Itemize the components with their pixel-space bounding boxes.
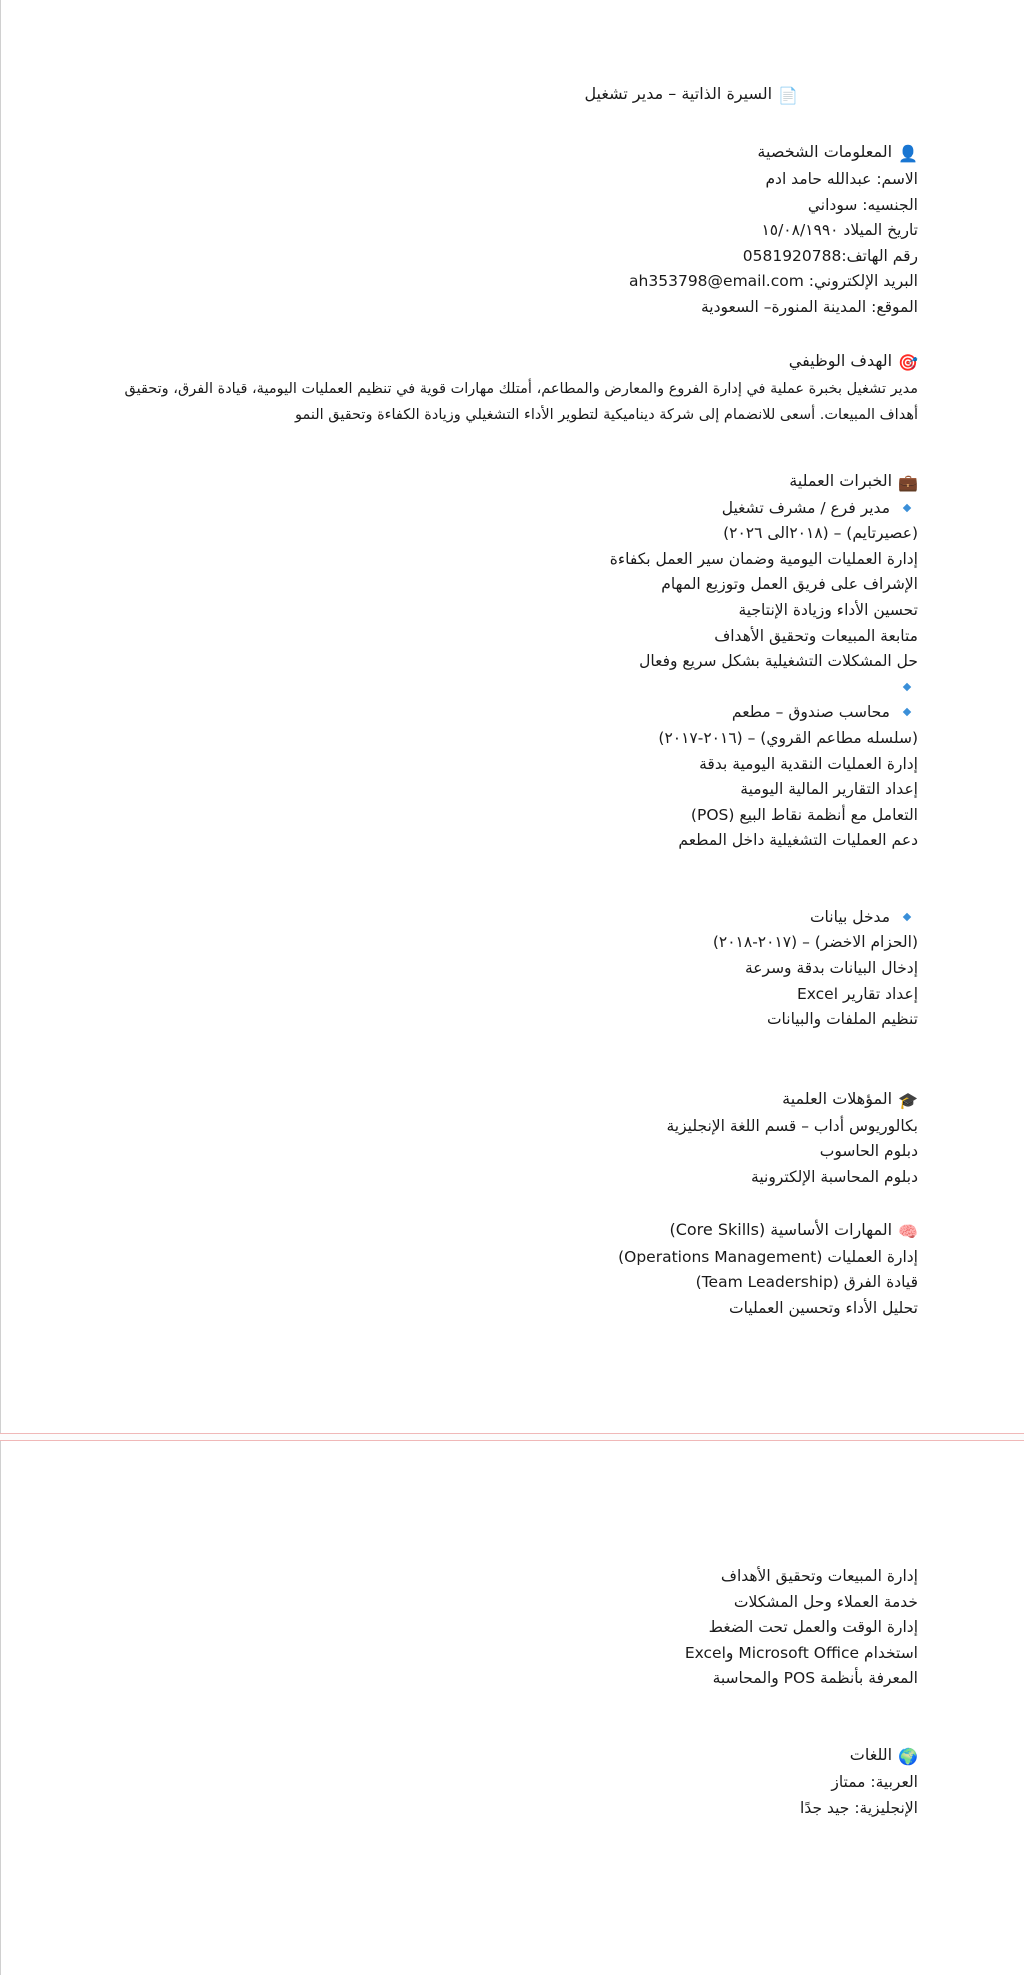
page-break xyxy=(0,1433,1024,1441)
objective-section xyxy=(118,348,918,428)
globe-icon: 🌍 xyxy=(898,1746,918,1766)
education-item: دبلوم الحاسوب xyxy=(819,1142,918,1161)
languages-section xyxy=(118,1742,918,1821)
experience-section xyxy=(118,468,918,1033)
job-duty: متابعة المبيعات وتحقيق الأهداف xyxy=(714,626,918,645)
skill-item: قيادة الفرق (Team Leadership) xyxy=(695,1273,918,1292)
language-item: الإنجليزية: جيد جدًا xyxy=(800,1798,918,1817)
page-border xyxy=(0,0,1,1975)
section-heading-education: 🎓المؤهلات العلمية xyxy=(118,1086,918,1114)
blue-diamond-icon xyxy=(903,708,911,716)
section-heading-objective: 🎯الهدف الوظيفي xyxy=(118,348,918,376)
brain-icon: 🧠 xyxy=(898,1221,918,1241)
resume-content-continued xyxy=(118,1564,918,1821)
education-section xyxy=(118,1086,918,1191)
target-icon: 🎯 xyxy=(898,352,918,372)
job-duty: الإشراف على فريق العمل وتوزيع المهام xyxy=(661,575,918,594)
education-item: بكالوريوس أداب – قسم اللغة الإنجليزية xyxy=(666,1116,918,1135)
blue-diamond-icon xyxy=(903,913,911,921)
skills-section-continued xyxy=(118,1564,918,1692)
name-line: الاسم: عبدالله حامد ادم xyxy=(765,170,918,188)
job-entry xyxy=(118,905,918,1033)
skill-item: إدارة المبيعات وتحقيق الأهداف xyxy=(720,1567,918,1585)
job-duty: دعم العمليات التشغيلية داخل المطعم xyxy=(678,831,918,850)
job-duty: التعامل مع أنظمة نقاط البيع (POS) xyxy=(690,805,918,824)
location-line: الموقع: المدينة المنورة– السعودية xyxy=(701,297,918,316)
job-entry xyxy=(118,700,918,854)
job-company: (عصيرتايم) – (٢٠١٨الى ٢٠٢٦) xyxy=(723,524,918,543)
birth-line: تاريخ الميلاد ١٥/٠٨/١٩٩٠ xyxy=(761,221,918,240)
document-title: 📄السيرة الذاتية – مدير تشغيل xyxy=(118,81,918,109)
job-duty: إعداد التقارير المالية اليومية xyxy=(740,780,918,799)
language-item: العربية: ممتاز xyxy=(831,1772,918,1791)
section-heading-personal: 👤المعلومات الشخصية xyxy=(118,139,918,167)
skill-item: استخدام Microsoft Office وExcel xyxy=(684,1643,918,1662)
job-company: (سلسله مطاعم القروي) – (٢٠١٦-٢٠١٧) xyxy=(658,728,918,747)
briefcase-icon: 💼 xyxy=(898,472,918,492)
job-duty: تحسين الأداء وزيادة الإنتاجية xyxy=(738,600,918,619)
job-duty: حل المشكلات التشغيلية بشكل سريع وفعال xyxy=(639,652,918,671)
section-heading-skills: 🧠المهارات الأساسية (Core Skills) xyxy=(118,1217,918,1245)
person-icon: 👤 xyxy=(898,144,918,163)
skills-section xyxy=(118,1217,918,1322)
job-duty: إدارة العمليات النقدية اليومية بدقة xyxy=(699,754,918,773)
nationality-line: الجنسيه: سوداني xyxy=(807,195,918,214)
job-duty: إدارة العمليات اليومية وضمان سير العمل بكفاءة xyxy=(609,549,918,568)
job-duty: إدخال البيانات بدقة وسرعة xyxy=(744,959,918,978)
blue-diamond-icon xyxy=(903,503,911,511)
graduation-cap-icon: 🎓 xyxy=(898,1090,918,1110)
job-duty: إعداد تقارير Excel xyxy=(796,984,918,1003)
job-title-line: مدخل بيانات xyxy=(118,905,918,931)
blue-diamond-icon xyxy=(903,682,911,690)
job-title-line: مدير فرع / مشرف تشغيل xyxy=(118,496,918,522)
skill-item: المعرفة بأنظمة POS والمحاسبة xyxy=(712,1669,918,1688)
phone-line: رقم الهاتف:0581920788 xyxy=(742,246,918,265)
skill-item: إدارة الوقت والعمل تحت الضغط xyxy=(708,1618,918,1637)
section-heading-experience: 💼الخبرات العملية xyxy=(118,468,918,496)
personal-section xyxy=(118,139,918,321)
page-icon: 📄 xyxy=(778,86,798,105)
objective-text: مدير تشغيل بخبرة عملية في إدارة الفروع والمعارض والمطاعم، أمتلك مهارات قوية في تنظيم العمليات اليومية، قيادة الفرق، وتحقيق أهداف المبيعات. أسعى للانضمام إلى شركة ديناميكية لتطوير الأداء التشغيلي وزيادة الكفاءة وتحقيق النمو xyxy=(124,380,918,423)
section-heading-languages: 🌍اللغات xyxy=(118,1742,918,1770)
job-entry xyxy=(118,496,918,701)
skill-item: خدمة العملاء وحل المشكلات xyxy=(733,1592,918,1611)
job-title-line: محاسب صندوق – مطعم xyxy=(118,700,918,726)
resume-content xyxy=(118,81,918,1321)
job-company: (الحزام الاخضر) – (٢٠١٧-٢٠١٨) xyxy=(712,933,918,952)
education-item: دبلوم المحاسبة الإلكترونية xyxy=(751,1168,918,1187)
job-duty: تنظيم الملفات والبيانات xyxy=(766,1010,918,1029)
email-line: البريد الإلكتروني: ah353798@email.com xyxy=(629,272,918,291)
empty-bullet-line xyxy=(118,675,918,701)
skill-item: تحليل الأداء وتحسين العمليات xyxy=(729,1298,918,1317)
skill-item: إدارة العمليات (Operations Management) xyxy=(618,1247,918,1266)
